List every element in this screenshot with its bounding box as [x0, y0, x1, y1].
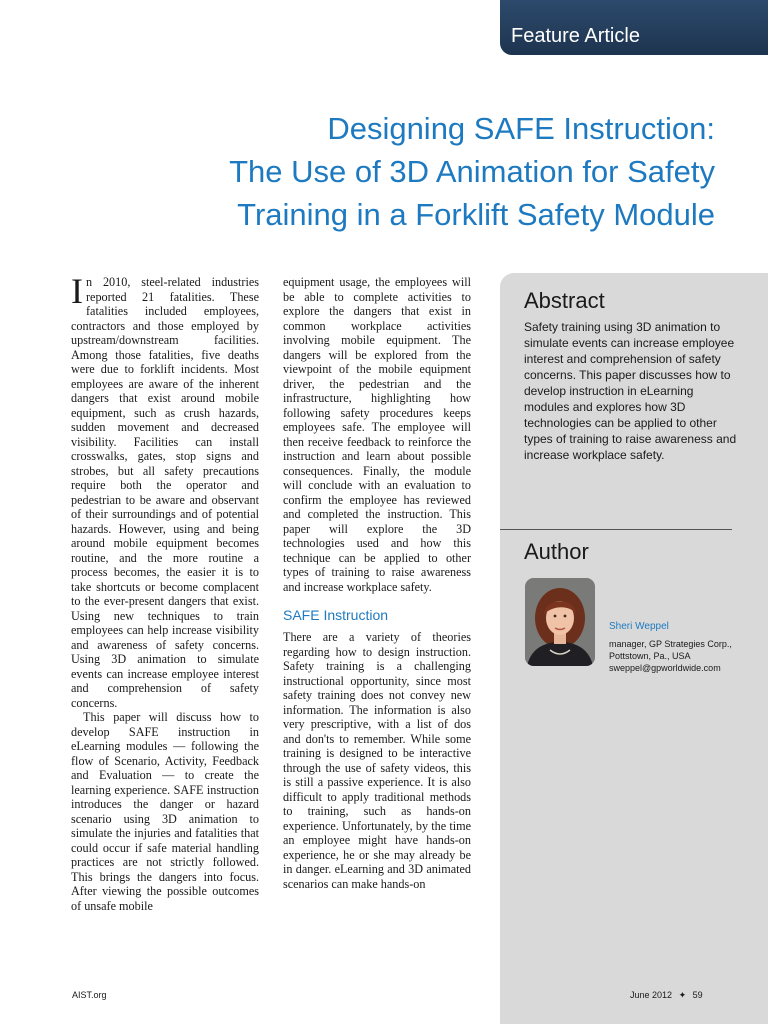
title-line-3: Training in a Forklift Safety Module: [237, 197, 715, 232]
abstract-text: Safety training using 3D animation to simulate events can increase employee interest and comprehension of safety concerns. This paper discusses how to develop instruction in eLearning modules and explores how 3D technologies can be applied to other types of training to raise awareness and increase workplace safety.: [524, 320, 737, 462]
author-heading: Author: [524, 539, 589, 564]
body-column-2: [283, 275, 471, 891]
paragraph-two: This paper will discuss how to develop SAFE instruction in eLearning modules — following the flow of Scenario, Activity, Feedback and Evaluation — to create the learning experience. SAFE instruction introduces the danger or hazard scenario using 3D animation to simulate the injuries and fatalities that could occur if safe material handling practices are not strictly followed. This brings the dangers into focus. After viewing the possible outcomes of unsafe mobile: [71, 710, 259, 913]
author-portrait-image: [525, 578, 595, 666]
author-details: [609, 638, 759, 674]
page-number: 59: [692, 990, 703, 1000]
author-photo: [525, 578, 595, 666]
drop-cap: I: [71, 271, 83, 311]
sidebar-panel: [500, 273, 768, 1024]
body-column-1: [71, 271, 259, 913]
footer-date: June 2012: [630, 990, 673, 1000]
section-subhead: SAFE Instruction: [283, 607, 389, 623]
title-line-1: Designing SAFE Instruction:: [327, 111, 715, 146]
title-line-2: The Use of 3D Animation for Safety: [229, 154, 715, 189]
paragraph-intro-text: n 2010, steel-related industries reported 21 fatalities. These fatalities included employees, contractors and those employed by upstream/downstream facilities. Among those fatalities, five deaths were due to forklift incidents. Most employees are aware of the inherent dangers that exist around mobile equipment, such as crush hazards, sudden movement and decreased visibility. Facilities can install crosswalks, gates, stop signs and strobes, but all safety precautions require both the operator and pedestrian to be aware and observant of their surroundings and of potential hazards. However, using and being around mobile equipment becomes routine, and the more routine a process becomes, the easier it is to take shortcuts or become complacent to the ever-present dangers that exist. Using new techniques to train employees can help increase visibility and awareness of safety concerns. Using 3D animation to simulate events can increase employee interest and comprehension of safety concerns.: [71, 275, 259, 710]
author-location: Pottstown, Pa., USA: [609, 651, 691, 661]
author-name: Sheri Weppel: [609, 621, 669, 632]
author-email[interactable]: sweppel@gpworldwide.com: [609, 663, 721, 673]
footer-separator-icon: ✦: [678, 990, 687, 1000]
footer-site: AIST.org: [72, 990, 107, 1000]
paragraph-four: There are a variety of theories regarding how to design instruction. Safety training is a challenging instructional opportunity, since most safety training does not convey new information. The information is also very prescriptive, with a list of dos and don'ts to remember. While some training is designed to be interactive through the use of safety videos, this is still a passive experience. It is also difficult to apply traditional methods to training, such as hands-on experience. Unfortunately, by the time an employee might have hands-on experience, he or she may already be in danger. eLearning and 3D animated scenarios can make hands-on: [283, 630, 471, 891]
section-label: Feature Article: [511, 25, 640, 47]
author-title: manager, GP Strategies Corp.,: [609, 639, 732, 649]
footer-page-info: [630, 990, 707, 1001]
paragraph-intro: [71, 271, 259, 710]
article-title: [75, 107, 715, 236]
sidebar-divider: [500, 529, 732, 530]
abstract-heading: Abstract: [524, 288, 605, 313]
paragraph-three: equipment usage, the employees will be able to complete activities to explore the dangers that exist in common workplace activities involving mobile equipment. The dangers will be explored from the viewpoint of the mobile equipment driver, the pedestrian and the infrastructure, highlighting how following safety procedures keeps employees safe. The employee will then receive feedback to reinforce the instruction and learn about possible consequences. Finally, the module will conclude with an evaluation to confirm the employee has reviewed and completed the instruction. This paper will explore the 3D technologies used and how this technique can be applied to other types of training to raise awareness and increase workplace safety.: [283, 275, 471, 594]
section-tab: [500, 0, 768, 55]
